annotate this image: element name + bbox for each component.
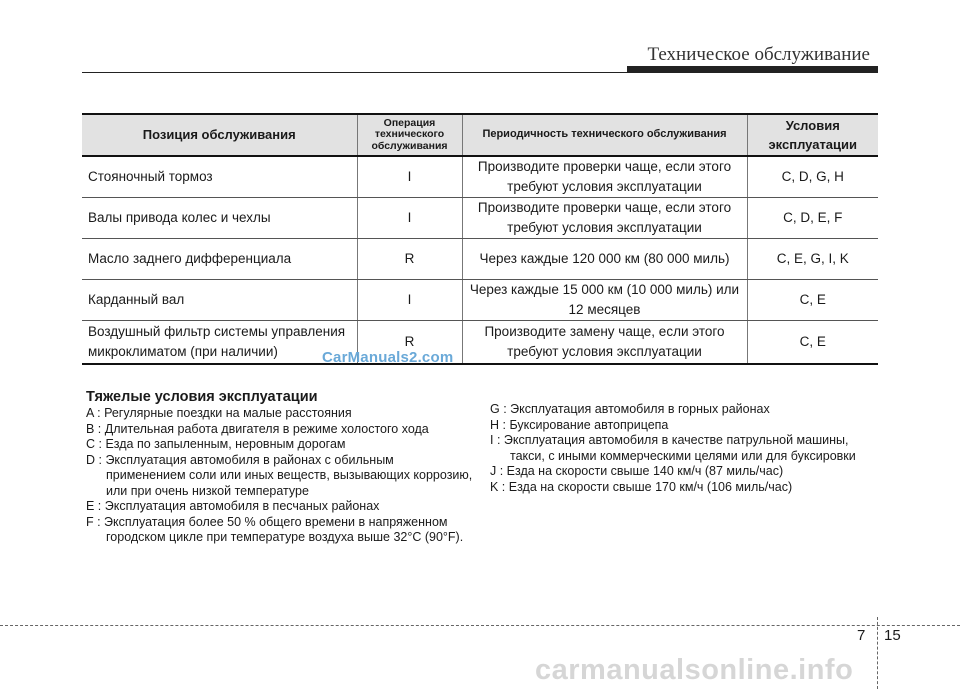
list-item: G : Эксплуатация автомобиля в горных районах <box>490 402 770 416</box>
row-conditions: C, D, E, F <box>747 198 878 239</box>
page-header-title: Техническое обслуживание <box>647 44 870 65</box>
row-conditions: C, E <box>747 280 878 321</box>
row-periodicity: Производите замену чаще, если этого требуют условия эксплуатации <box>462 321 747 365</box>
row-operation: I <box>357 198 462 239</box>
row-item-name: Валы привода колес и чехлы <box>82 198 357 239</box>
header-position: Позиция обслуживания <box>82 114 357 156</box>
list-item: E : Эксплуатация автомобиля в песчаных районах <box>86 499 380 513</box>
table-row <box>82 198 878 239</box>
footer-watermark: carmanualsonline.info <box>535 654 854 686</box>
severe-conditions-left <box>86 406 476 546</box>
row-operation: I <box>357 156 462 198</box>
list-item: A : Регулярные поездки на малые расстояния <box>86 406 352 420</box>
list-item: H : Буксирование автоприцепа <box>490 417 669 432</box>
row-item-name: Масло заднего дифференциала <box>82 239 357 280</box>
table-row <box>82 321 878 365</box>
row-operation: R <box>357 239 462 280</box>
table-header-row <box>82 114 878 156</box>
list-item: J : Езда на скорости свыше 140 км/ч (87 миль/час) <box>490 464 784 478</box>
footer-divider <box>0 625 960 626</box>
row-conditions: C, D, G, H <box>747 156 878 198</box>
watermark-link[interactable]: CarManuals2.com <box>322 349 454 366</box>
table-row <box>82 280 878 321</box>
row-operation: R <box>357 321 462 365</box>
header-rule <box>82 72 878 73</box>
table-row <box>82 239 878 280</box>
row-periodicity: Через каждые 120 000 км (80 000 миль) <box>462 239 747 280</box>
table-row <box>82 156 878 198</box>
list-item: D : Эксплуатация автомобиля в районах с обильным применением соли или иных веществ, вызывающих коррозию, или при очень низкой температуре <box>86 452 473 498</box>
list-item: F : Эксплуатация более 50 % общего времени в напряженном городском цикле при температуре воздуха выше 32°C (90°F). <box>86 514 464 544</box>
severe-conditions-right <box>490 402 870 495</box>
list-item: K : Езда на скорости свыше 170 км/ч (106 миль/час) <box>490 479 793 494</box>
row-periodicity: Через каждые 15 000 км (10 000 миль) или 12 месяцев <box>462 280 747 321</box>
row-operation: I <box>357 280 462 321</box>
row-conditions: C, E <box>747 321 878 365</box>
header-conditions: Условия эксплуатации <box>747 114 878 156</box>
chapter-number: 7 <box>857 627 866 644</box>
maintenance-table <box>82 113 878 365</box>
severe-conditions-title: Тяжелые условия эксплуатации <box>86 389 318 405</box>
footer-vertical-divider <box>877 617 878 689</box>
row-item-name: Карданный вал <box>82 280 357 321</box>
row-periodicity: Производите проверки чаще, если этого требуют условия эксплуатации <box>462 156 747 198</box>
list-item: C : Езда по запыленным, неровным дорогам <box>86 437 346 451</box>
list-item: I : Эксплуатация автомобиля в качестве патрульной машины, такси, с иными коммерческими целями или для буксировки <box>490 433 856 463</box>
list-item: B : Длительная работа двигателя в режиме холостого хода <box>86 421 429 436</box>
row-item-name: Стояночный тормоз <box>82 156 357 198</box>
header-periodicity: Периодичность технического обслуживания <box>462 114 747 156</box>
row-conditions: C, E, G, I, K <box>747 239 878 280</box>
row-periodicity: Производите проверки чаще, если этого требуют условия эксплуатации <box>462 198 747 239</box>
header-operation: Операция технического обслуживания <box>357 114 462 156</box>
page-number: 15 <box>884 627 901 644</box>
row-item-name: Воздушный фильтр системы управления микроклиматом (при наличии) <box>82 321 357 365</box>
